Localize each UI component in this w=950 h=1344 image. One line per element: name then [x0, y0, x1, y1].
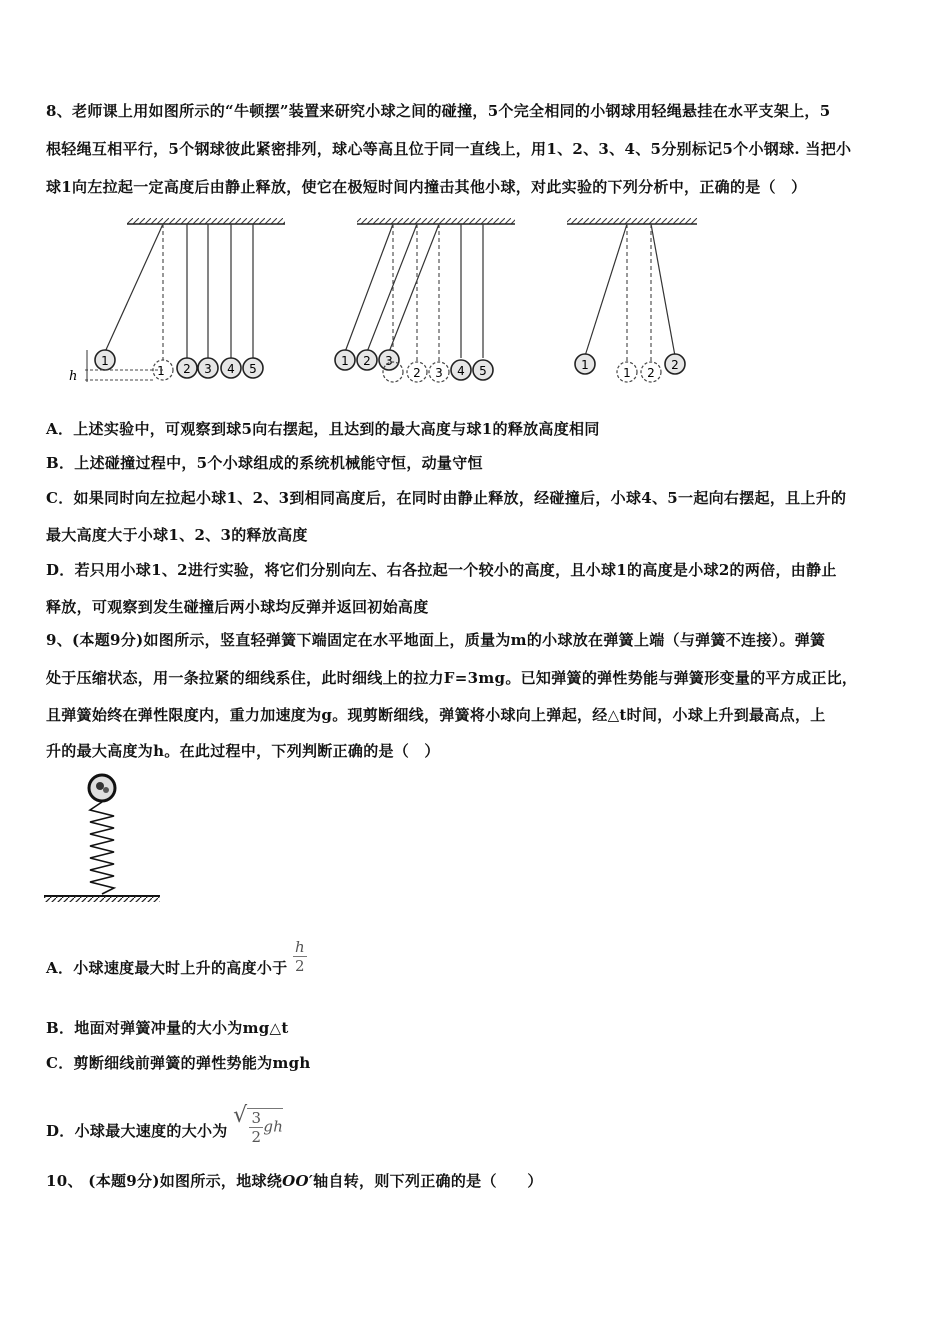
cradle-panel-initial	[69, 218, 285, 384]
q9-option-b: B．地面对弹簧冲量的大小为mg△t	[46, 1019, 289, 1037]
mid-ball-3-rest	[429, 362, 449, 382]
h-over-2-fraction	[293, 938, 307, 975]
sqrt-tail: gh	[263, 1117, 284, 1136]
svg-text:1: 1	[157, 364, 165, 378]
spring-figure	[44, 772, 164, 907]
q8-option-d: D．若只用小球1、2进行实验，将它们分别向左、右各拉起一个较小的高度，且小球1的高度是小球2的两倍，由静止	[46, 561, 837, 579]
q8-option-b: B．上述碰撞过程中，5个小球组成的系统机械能守恒，动量守恒	[46, 454, 483, 472]
svg-text:3: 3	[204, 362, 212, 376]
q9-option-a	[46, 937, 307, 978]
svg-text:2: 2	[413, 366, 421, 380]
q8-option-d-cont: 释放，可观察到发生碰撞后两小球均反弹并返回初始高度	[46, 598, 429, 616]
ball-5	[243, 358, 263, 378]
ball-on-spring	[89, 775, 115, 801]
q9-option-c: C．剪断细线前弹簧的弹性势能为mgh	[46, 1054, 311, 1072]
sqrt-numerator: 3	[251, 1109, 262, 1127]
ball-2	[177, 358, 197, 378]
sqrt-icon: √	[233, 1103, 248, 1128]
mid-ball-3	[379, 350, 399, 370]
q8-stem-line-1: 8、老师课上用如图所示的“牛顿摆”装置来研究小球之间的碰撞，5个完全相同的小钢球用轻绳悬挂在水平支架上，5	[46, 102, 831, 120]
right-ball-1-rest	[617, 362, 637, 382]
svg-text:3: 3	[435, 366, 443, 380]
svg-text:2: 2	[183, 362, 191, 376]
ground	[44, 896, 160, 902]
svg-text:5: 5	[479, 364, 487, 378]
q8-stem-line-2: 根轻绳互相平行，5个钢球彼此紧密排列，球心等高且位于同一直线上，用1、2、3、4、5分别标记5个小钢球. 当把小	[46, 140, 852, 158]
fraction-numerator: h	[294, 937, 305, 956]
right-ball-1	[575, 354, 595, 374]
fraction-denominator: 2	[295, 956, 305, 975]
h-label: h	[69, 369, 78, 384]
sqrt-denominator: 2	[251, 1128, 262, 1146]
svg-text:5: 5	[249, 362, 257, 376]
newtons-cradle-figure	[55, 212, 715, 397]
q10-stem	[46, 1171, 543, 1191]
mid-ball-2-rest	[407, 362, 427, 382]
cradle-panel-three-balls	[335, 218, 515, 382]
svg-text:4: 4	[457, 364, 465, 378]
q9-stem-line-1: 9、(本题9分)如图所示，竖直轻弹簧下端固定在水平地面上，质量为m的小球放在弹簧上端（与弹簧不连接）。弹簧	[46, 631, 826, 649]
svg-text:2: 2	[671, 358, 679, 372]
mid-ball-5	[473, 360, 493, 380]
q10-suffix: 轴自转，则下列正确的是（ ）	[313, 1172, 543, 1190]
ball-1-raised	[95, 350, 115, 370]
ball-3	[198, 358, 218, 378]
q10-prefix: 10、 (本题9分)如图所示，地球绕	[46, 1172, 283, 1190]
q9-option-d-text: D．小球最大速度的大小为	[46, 1122, 228, 1140]
svg-text:1: 1	[623, 366, 631, 380]
svg-text:1: 1	[101, 354, 109, 368]
q9-stem-line-4: 升的最大高度为h。在此过程中，下列判断正确的是（ ）	[46, 742, 440, 760]
mid-ball-1	[335, 350, 355, 370]
svg-text:2: 2	[363, 354, 371, 368]
q8-option-c: C．如果同时向左拉起小球1、2、3到相同高度后，在同时由静止释放，经碰撞后，小球4、5一起向右摆起，且上升的	[46, 489, 847, 507]
svg-text:1: 1	[341, 354, 349, 368]
q9-stem-line-2: 处于压缩状态，用一条拉紧的细线系住，此时细线上的拉力F=3mg。已知弹簧的弹性势能与弹簧形变量的平方成正比，	[46, 669, 858, 687]
svg-text:4: 4	[227, 362, 235, 376]
q8-option-a: A．上述实验中，可观察到球5向右摆起，且达到的最大高度与球1的释放高度相同	[46, 420, 600, 438]
sqrt-expression	[233, 1103, 284, 1146]
svg-text:1: 1	[581, 358, 589, 372]
q10-axis: OO′	[282, 1172, 314, 1190]
ball-4	[221, 358, 241, 378]
q8-option-c-cont: 最大高度大于小球1、2、3的释放高度	[46, 526, 308, 544]
mid-ball-4	[451, 360, 471, 380]
q9-stem-line-3: 且弹簧始终在弹性限度内，重力加速度为g。现剪断细线，弹簧将小球向上弹起，经△t时间，小球上升到最高点，上	[46, 706, 826, 724]
spring-coil	[90, 802, 114, 894]
svg-text:2: 2	[647, 366, 655, 380]
right-ball-2	[665, 354, 685, 374]
svg-text:3: 3	[385, 354, 393, 368]
q9-option-a-text: A．小球速度最大时上升的高度小于	[46, 959, 288, 977]
mid-ball-2	[357, 350, 377, 370]
q8-stem-line-3: 球1向左拉起一定高度后由静止释放，使它在极短时间内撞击其他小球，对此实验的下列分析中，正确的是（ ）	[46, 178, 807, 196]
q9-option-d	[46, 1103, 284, 1152]
right-ball-2-rest	[641, 362, 661, 382]
cradle-panel-two-balls	[567, 218, 697, 382]
